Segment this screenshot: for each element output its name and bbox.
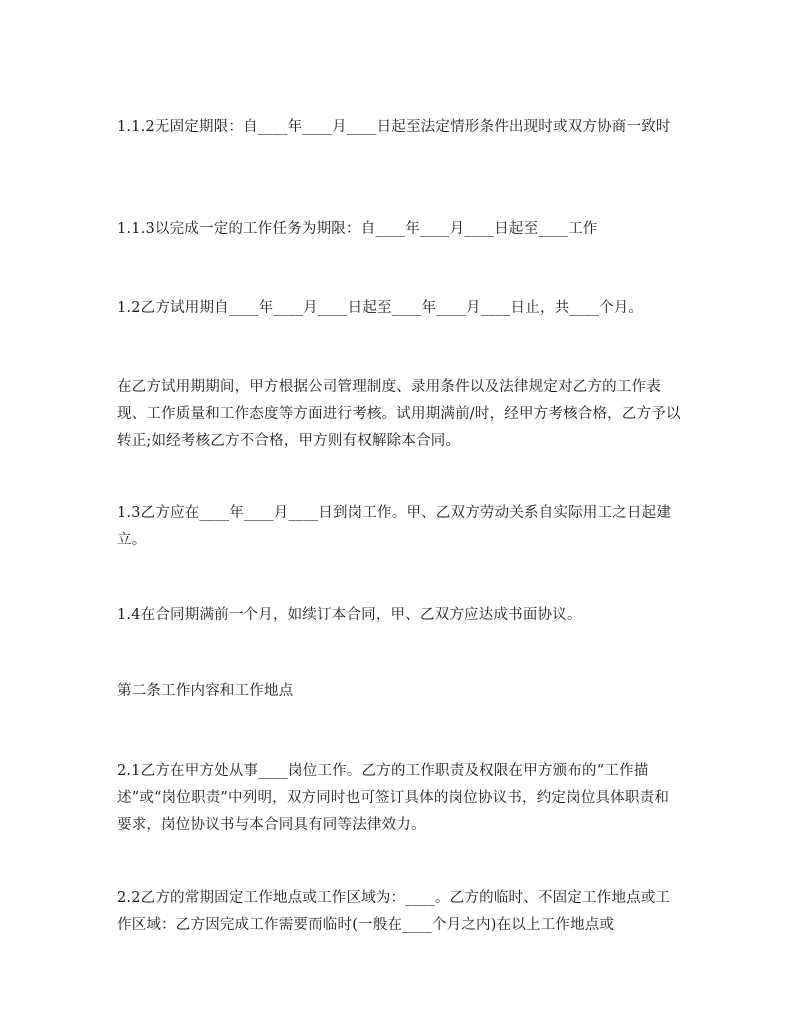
clause-1-3-paragraph: 1.3乙方应在____年____月____日到岗工作。甲、乙双方劳动关系自实际用工之日起建立。 (117, 505, 672, 548)
probation-assessment-paragraph: 在乙方试用期期间，甲方根据公司管理制度、录用条件以及法律规定对乙方的工作表现、工作质量和工作态度等方面进行考核。试用期满前/时，经甲方考核合格，乙方予以转正;如经考核乙方不合格，甲方则有权解除本合同。 (117, 379, 681, 449)
clause-1-4-paragraph: 1.4在合同期满前一个月，如续订本合同，甲、乙双方应达成书面协议。 (117, 607, 582, 623)
clause-1-1-3-paragraph: 1.1.3以完成一定的工作任务为期限：自____年____月____日起至____工作 (117, 221, 598, 237)
clause-1-1-2-paragraph: 1.1.2无固定期限：自____年____月____日起至法定情形条件出现时或双方协商一致时 (117, 119, 671, 135)
clause-2-2-paragraph: 2.2乙方的常期固定工作地点或工作区域为：____。乙方的临时、不固定工作地点或工作区域：乙方因完成工作需要而临时(一般在____个月之内)在以上工作地点或 (117, 890, 671, 933)
clause-2-1-paragraph: 2.1乙方在甲方处从事____岗位工作。乙方的工作职责及权限在甲方颁布的“工作描述”或“岗位职责”中列明，双方同时也可签订具体的岗位协议书，约定岗位具体职责和要求，岗位协议书与本合同具有同等法律效力。 (117, 763, 670, 833)
clause-1-2-paragraph: 1.2乙方试用期自____年____月____日起至____年____月____日止，共____个月。 (117, 300, 644, 316)
article-2-heading: 第二条工作内容和工作地点 (117, 683, 294, 699)
